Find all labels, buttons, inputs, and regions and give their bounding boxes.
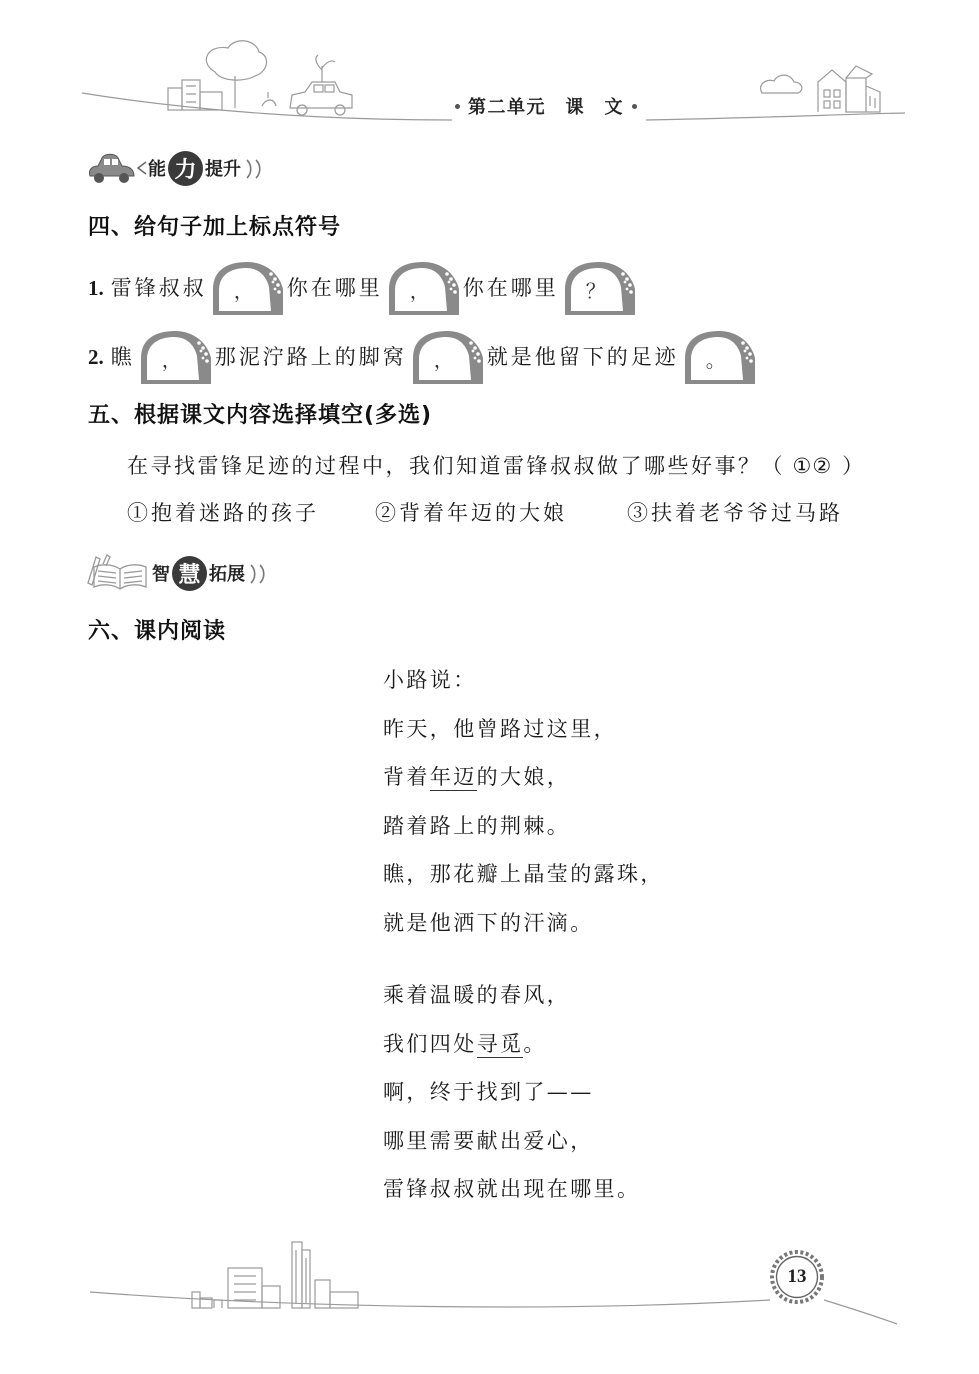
badge-circle [172,556,207,591]
header-dot-left [455,104,460,109]
punctuation-answer: ， [433,348,454,372]
punctuation-answer: ， [233,279,254,303]
badge-char: 拓展 [209,564,245,585]
sentence-segment: 你在哪里 [286,276,383,300]
ability-badge [86,148,269,188]
answer-text: ①② [792,454,833,478]
punctuation-blank [209,259,285,317]
punctuation-answer: ， [161,348,182,372]
q5-question [127,453,863,479]
badge-char: 提升 [205,159,241,180]
option-3: ③扶着老爷爷过马路 [627,501,843,525]
unit-title: 第二单元 课 文 [468,97,624,118]
poem-line [383,705,664,754]
footer-illustration [0,1230,979,1340]
poem-text: 瞧，那花瓣上晶莹的露珠， [383,862,664,886]
sentence-segment: 瞧 [110,345,135,369]
poem-line [383,802,664,851]
badge-circle-char: 慧 [178,562,201,588]
page-number: 13 [787,1266,807,1287]
poem-line [383,656,664,705]
punctuation-blank [137,328,213,386]
punctuation-answer: ？ [585,279,606,303]
poem-line [383,971,640,1020]
wave-arcs-icon [241,153,269,183]
poem-line [383,1068,640,1117]
sentence-segment: 你在哪里 [462,276,559,300]
badge-circle-char: 力 [174,157,197,183]
badge-char: 智 [152,564,170,585]
poem-line [383,1165,640,1214]
q5-title: 五、根据课文内容选择填空(多选) [88,403,433,428]
poem-line [383,1020,640,1069]
punctuation-blank [681,328,757,386]
item-number: 1. [88,276,104,300]
wisdom-badge [86,553,273,593]
wave-arcs-icon [245,558,273,588]
sentence-segment: 那泥泞路上的脚窝 [214,345,407,369]
page-number-badge [769,1249,825,1305]
punctuation-blank [409,328,485,386]
q4-title: 四、给句子加上标点符号 [88,215,342,240]
car-icon [86,148,148,188]
poem-text: 踏着路上的荆棘。 [383,813,571,838]
poem-line [383,899,664,948]
badge-char: 能 [148,159,166,180]
option-1: ①抱着迷路的孩子 [127,501,319,525]
poem-stanza-1 [383,656,664,947]
badge-circle [168,151,203,186]
poem-text: 小路说： [383,668,477,692]
poem-text: 昨天，他曾路过这里， [383,716,617,741]
q6-title: 六、课内阅读 [88,619,227,644]
header-dot-right [632,104,637,109]
punctuation-blank [561,259,637,317]
punctuation-answer: 。 [705,348,726,372]
poem-line [383,1117,640,1166]
poem-text: 。 [523,1031,547,1056]
punctuation-blank [385,259,461,317]
underlined-word: 寻觅 [476,1031,524,1056]
poem-text: 的大娘， [476,765,571,789]
poem-stanza-2 [383,971,640,1214]
q4-item-1 [88,259,638,317]
poem-text: 啊，终于找到了—— [383,1080,594,1104]
poem-text: 乘着温暖的春风， [383,983,571,1007]
poem-text: 就是他洒下的汗滴。 [383,910,594,935]
paren-close: ） [842,454,864,478]
poem-text: 背着 [383,765,430,789]
poem-line [383,753,664,802]
punctuation-answer: ， [409,279,430,303]
header-unit [455,93,637,119]
poem-text: 哪里需要献出爱心， [383,1128,594,1153]
paren-open: （ [761,454,783,478]
sentence-segment: 就是他留下的足迹 [486,345,679,369]
q4-item-2 [88,328,758,386]
sentence-segment: 雷锋叔叔 [110,276,207,300]
poem-text: 我们四处 [383,1031,477,1056]
book-icon [86,553,152,593]
underlined-word: 年迈 [429,765,477,789]
poem-line [383,850,664,899]
poem-text: 雷锋叔叔就出现在哪里。 [383,1177,641,1201]
option-2: ②背着年迈的大娘 [375,501,567,525]
item-number: 2. [88,345,104,369]
question-text: 在寻找雷锋足迹的过程中，我们知道雷锋叔叔做了哪些好事？ [127,454,762,478]
